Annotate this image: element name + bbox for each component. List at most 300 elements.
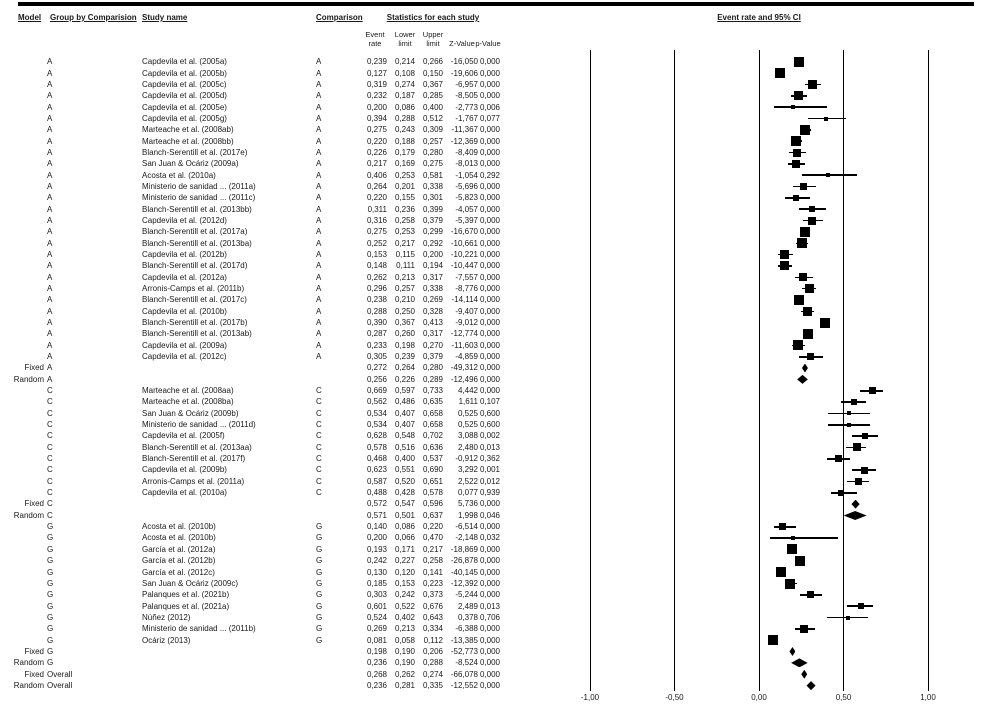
comparison-cell: A	[316, 79, 322, 89]
lower-limit-cell: 0,274	[394, 79, 415, 89]
comparison-cell: G	[316, 624, 323, 634]
group-cell: G	[47, 646, 54, 656]
comparison-cell: C	[316, 386, 322, 396]
event-rate-cell: 0,390	[366, 318, 387, 328]
study-name-cell: Capdevila et al. (2012d)	[142, 215, 227, 225]
lower-limit-cell: 0,516	[394, 442, 415, 452]
comparison-cell: G	[316, 567, 323, 577]
comparison-cell: G	[316, 522, 323, 532]
event-rate-cell: 0,081	[366, 635, 387, 645]
event-rate-cell: 0,303	[366, 590, 387, 600]
p-value-cell: 0,000	[479, 556, 500, 566]
group-cell: C	[47, 488, 53, 498]
group-cell: A	[47, 68, 53, 78]
model-cell	[0, 408, 44, 419]
upper-limit-cell: 0,280	[422, 147, 443, 157]
z-value-cell: -2,148	[455, 533, 478, 543]
group-cell: C	[47, 397, 53, 407]
study-name-cell: Blanch-Serentill et al. (2013aa)	[142, 442, 252, 452]
p-value-cell: 0,000	[479, 340, 500, 350]
comparison-cell: C	[316, 397, 322, 407]
comparison-cell	[316, 374, 346, 385]
group-cell: G	[47, 590, 54, 600]
table-row	[0, 396, 982, 407]
table-row	[0, 612, 982, 623]
lower-limit-cell: 0,190	[394, 646, 415, 656]
z-value-cell: 3,088	[457, 431, 478, 441]
z-value-cell: -9,407	[455, 306, 478, 316]
group-cell: G	[47, 544, 54, 554]
event-rate-cell: 0,288	[366, 306, 387, 316]
comparison-cell: A	[316, 91, 322, 101]
table-row	[0, 192, 982, 203]
table-row	[0, 487, 982, 498]
study-name-cell: Capdevila et al. (2005g)	[142, 113, 227, 123]
event-rate-cell: 0,571	[366, 510, 387, 520]
model-cell	[0, 260, 44, 271]
table-row	[0, 113, 982, 124]
z-value-cell: -7,557	[455, 272, 478, 282]
lower-limit-cell: 0,210	[394, 295, 415, 305]
event-rate-cell: 0,316	[366, 215, 387, 225]
lower-limit-cell: 0,258	[394, 215, 415, 225]
lower-limit-cell: 0,066	[394, 533, 415, 543]
study-name-cell: Ministerio de sanidad ... (2011a)	[142, 181, 256, 191]
column-header-lower-limit: Lower limit	[394, 30, 416, 48]
model-cell: Random	[13, 658, 44, 668]
upper-limit-cell: 0,338	[422, 284, 443, 293]
lower-limit-cell: 0,239	[394, 352, 415, 362]
p-value-cell: 0,032	[479, 533, 500, 543]
z-value-cell: -16,050	[450, 57, 478, 67]
lower-limit-cell: 0,108	[394, 68, 415, 78]
model-cell	[0, 238, 44, 249]
upper-limit-cell: 0,413	[422, 318, 443, 328]
p-value-cell: 0,006	[479, 102, 500, 112]
model-cell	[0, 158, 44, 169]
event-rate-cell: 0,305	[366, 352, 387, 362]
model-cell	[0, 192, 44, 203]
group-cell: C	[47, 431, 53, 441]
table-row	[0, 567, 982, 578]
comparison-cell: A	[316, 352, 322, 362]
comparison-cell: G	[316, 590, 323, 600]
z-value-cell: 1,998	[457, 510, 478, 520]
p-value-cell: 0,000	[479, 544, 500, 554]
table-row	[0, 328, 982, 339]
table-row	[0, 102, 982, 113]
upper-limit-cell: 0,141	[422, 567, 443, 577]
z-value-cell: -5,244	[455, 590, 478, 600]
study-name-cell: Capdevila et al. (2010a)	[142, 488, 227, 498]
table-row	[0, 464, 982, 475]
p-value-cell: 0,000	[479, 249, 500, 259]
study-name-cell: Marteache et al. (2008bb)	[142, 136, 234, 146]
p-value-cell: 0,000	[479, 147, 500, 157]
group-cell: A	[47, 295, 53, 305]
event-rate-cell: 0,127	[366, 68, 387, 78]
comparison-cell	[316, 646, 346, 657]
upper-limit-cell: 0,299	[422, 227, 443, 237]
study-name-cell: Capdevila et al. (2009b)	[142, 465, 227, 475]
lower-limit-cell: 0,171	[394, 544, 415, 554]
p-value-cell: 0,000	[479, 68, 500, 78]
comparison-cell: A	[316, 340, 322, 350]
model-cell	[0, 124, 44, 135]
p-value-cell: 0,000	[479, 363, 500, 373]
model-cell	[0, 487, 44, 498]
lower-limit-cell: 0,262	[394, 669, 415, 679]
p-value-cell: 0,000	[479, 181, 500, 191]
event-rate-cell: 0,572	[366, 499, 387, 509]
study-name-cell: Capdevila et al. (2005b)	[142, 68, 227, 78]
model-cell	[0, 567, 44, 578]
model-cell	[0, 453, 44, 464]
table-row	[0, 226, 982, 237]
p-value-cell: 0,002	[479, 431, 500, 441]
event-rate-cell: 0,239	[366, 57, 387, 67]
upper-limit-cell: 0,635	[422, 397, 443, 407]
p-value-cell: 0,000	[479, 306, 500, 316]
z-value-cell: -49,312	[450, 363, 478, 373]
group-cell: A	[47, 284, 53, 293]
z-value-cell: -1,054	[455, 170, 478, 180]
z-value-cell: 0,077	[457, 488, 478, 498]
event-rate-cell: 0,406	[366, 170, 387, 180]
z-value-cell: -12,552	[450, 680, 478, 690]
study-name-cell: Blanch-Serentill et al. (2013bb)	[142, 204, 252, 214]
table-row	[0, 635, 982, 646]
group-cell: A	[47, 261, 53, 271]
model-cell	[0, 419, 44, 430]
model-cell	[0, 340, 44, 351]
lower-limit-cell: 0,520	[394, 476, 415, 486]
upper-limit-cell: 0,223	[422, 578, 443, 588]
event-rate-cell: 0,236	[366, 658, 387, 668]
model-cell: Random	[13, 510, 44, 520]
study-name-cell: Ocáriz (2013)	[142, 635, 191, 645]
study-name-cell: Ministerio de sanidad ... (2011c)	[142, 193, 256, 203]
upper-limit-cell: 0,194	[422, 261, 443, 271]
z-value-cell: 5,736	[457, 499, 478, 509]
group-cell: A	[47, 352, 53, 362]
event-rate-cell: 0,319	[366, 79, 387, 89]
model-cell	[0, 249, 44, 260]
p-value-cell: 0,000	[479, 374, 500, 384]
study-name-cell: Capdevila et al. (2005a)	[142, 57, 227, 67]
model-cell	[0, 170, 44, 181]
table-row	[0, 56, 982, 67]
upper-limit-cell: 0,637	[422, 510, 443, 520]
comparison-cell: A	[316, 204, 322, 214]
event-rate-cell: 0,148	[366, 261, 387, 271]
lower-limit-cell: 0,058	[394, 635, 415, 645]
upper-limit-cell: 0,578	[422, 488, 443, 498]
model-cell	[0, 578, 44, 589]
model-cell	[0, 102, 44, 113]
group-cell: C	[47, 408, 53, 418]
p-value-cell: 0,000	[479, 159, 500, 169]
lower-limit-cell: 0,227	[394, 556, 415, 566]
table-row	[0, 362, 982, 373]
lower-limit-cell: 0,551	[394, 465, 415, 475]
z-value-cell: -19,606	[450, 68, 478, 78]
model-cell	[0, 612, 44, 623]
upper-limit-cell: 0,200	[422, 249, 443, 259]
comparison-cell: A	[316, 147, 322, 157]
z-value-cell: -11,367	[451, 125, 478, 135]
p-value-cell: 0,000	[479, 272, 500, 282]
lower-limit-cell: 0,242	[394, 590, 415, 600]
z-value-cell: -12,369	[450, 136, 478, 146]
p-value-cell: 0,000	[479, 669, 500, 679]
p-value-cell: 0,000	[479, 79, 500, 89]
study-name-cell: Blanch-Serentill et al. (2017d)	[142, 261, 248, 271]
comparison-cell	[316, 669, 346, 680]
group-cell: G	[47, 522, 54, 532]
study-name-cell: Capdevila et al. (2009a)	[142, 340, 227, 350]
event-rate-cell: 0,200	[366, 102, 387, 112]
group-cell: A	[47, 374, 53, 384]
group-cell: G	[47, 601, 54, 611]
group-cell: G	[47, 578, 54, 588]
z-value-cell: 3,292	[457, 465, 478, 475]
study-name-cell: San Juan & Ocáriz (2009c)	[142, 578, 239, 588]
comparison-cell: A	[316, 215, 322, 225]
comparison-cell: G	[316, 578, 323, 588]
model-cell: Random	[13, 374, 44, 384]
event-rate-cell: 0,287	[366, 329, 387, 339]
group-cell: G	[47, 635, 54, 645]
lower-limit-cell: 0,367	[394, 318, 415, 328]
comparison-cell: A	[316, 159, 322, 169]
upper-limit-cell: 0,470	[422, 533, 443, 543]
z-value-cell: -12,392	[450, 578, 478, 588]
group-cell: A	[47, 159, 53, 169]
model-cell	[0, 464, 44, 475]
upper-limit-cell: 0,400	[422, 102, 443, 112]
z-value-cell: -16,670	[450, 227, 478, 237]
table-row	[0, 453, 982, 464]
event-rate-cell: 0,623	[366, 465, 387, 475]
p-value-cell: 0,107	[479, 397, 500, 407]
lower-limit-cell: 0,236	[394, 204, 415, 214]
event-rate-cell: 0,578	[366, 442, 387, 452]
p-value-cell: 0,013	[479, 601, 500, 611]
event-rate-cell: 0,220	[366, 136, 387, 146]
z-value-cell: -5,696	[455, 181, 478, 191]
comparison-cell: A	[316, 249, 322, 259]
lower-limit-cell: 0,226	[394, 374, 415, 384]
event-rate-cell: 0,226	[366, 147, 387, 157]
p-value-cell: 0,000	[479, 261, 500, 271]
p-value-cell: 0,000	[479, 635, 500, 645]
z-value-cell: -12,774	[450, 329, 478, 339]
table-row	[0, 272, 982, 283]
study-name-cell	[142, 510, 314, 521]
upper-limit-cell: 0,399	[422, 204, 443, 214]
column-header-group: Group by Comparision	[50, 13, 137, 22]
model-cell	[0, 589, 44, 600]
upper-limit-cell: 0,217	[422, 544, 443, 554]
table-row	[0, 147, 982, 158]
lower-limit-cell: 0,288	[394, 113, 415, 123]
model-cell	[0, 226, 44, 237]
event-rate-cell: 0,275	[366, 227, 387, 237]
event-rate-cell: 0,669	[366, 386, 387, 396]
table-row	[0, 669, 982, 680]
table-row	[0, 294, 982, 305]
comparison-cell: C	[316, 431, 322, 441]
table-row	[0, 283, 982, 294]
lower-limit-cell: 0,198	[394, 340, 415, 350]
z-value-cell: -26,878	[450, 556, 478, 566]
event-rate-cell: 0,185	[366, 578, 387, 588]
lower-limit-cell: 0,187	[394, 91, 415, 101]
lower-limit-cell: 0,111	[396, 261, 415, 271]
study-name-cell: García et al. (2012a)	[142, 544, 216, 554]
column-header-z-value: Z-Value	[449, 38, 475, 48]
model-cell	[0, 283, 44, 294]
lower-limit-cell: 0,548	[394, 431, 415, 441]
p-value-cell: 0,046	[479, 510, 500, 520]
group-cell: A	[47, 249, 53, 259]
lower-limit-cell: 0,547	[394, 499, 415, 509]
study-name-cell: Blanch-Serentill et al. (2013ba)	[142, 238, 252, 248]
comparison-cell: G	[316, 635, 323, 645]
lower-limit-cell: 0,188	[394, 136, 415, 146]
lower-limit-cell: 0,257	[394, 284, 415, 293]
model-cell	[0, 532, 44, 543]
p-value-cell: 0,939	[479, 488, 500, 498]
study-name-cell: Capdevila et al. (2010b)	[142, 306, 227, 316]
p-value-cell: 0,000	[479, 295, 500, 305]
lower-limit-cell: 0,253	[394, 227, 415, 237]
z-value-cell: 0,525	[457, 408, 478, 418]
p-value-cell: 0,600	[479, 408, 500, 418]
table-row	[0, 476, 982, 487]
column-header-p-value: p-Value	[475, 38, 501, 48]
event-rate-cell: 0,140	[366, 522, 387, 532]
upper-limit-cell: 0,537	[422, 454, 443, 464]
upper-limit-cell: 0,309	[422, 125, 443, 135]
lower-limit-cell: 0,253	[394, 170, 415, 180]
group-cell: A	[47, 125, 53, 135]
event-rate-cell: 0,130	[366, 567, 387, 577]
z-value-cell: -1,767	[455, 113, 478, 123]
study-name-cell	[142, 669, 314, 680]
z-value-cell: -4,859	[455, 352, 478, 362]
z-value-cell: -8,505	[455, 91, 478, 101]
study-name-cell: San Juan & Ocáriz (2009a)	[142, 159, 239, 169]
upper-limit-cell: 0,690	[422, 465, 443, 475]
study-name-cell: Palanques et al. (2021a)	[142, 601, 230, 611]
group-cell: A	[47, 340, 53, 350]
event-rate-cell: 0,242	[366, 556, 387, 566]
group-cell: A	[47, 272, 53, 282]
study-name-cell: Acosta et al. (2010a)	[142, 170, 216, 180]
p-value-cell: 0,000	[479, 499, 500, 509]
z-value-cell: 0,378	[457, 612, 478, 622]
column-header-upper-limit: Upper limit	[422, 30, 444, 48]
z-value-cell: 2,489	[457, 601, 478, 611]
table-row	[0, 340, 982, 351]
group-cell: C	[47, 454, 53, 464]
upper-limit-cell: 0,280	[422, 363, 443, 373]
z-value-cell: 4,442	[457, 386, 478, 396]
event-rate-cell: 0,252	[366, 238, 387, 248]
p-value-cell: 0,706	[479, 612, 500, 622]
study-name-cell	[142, 498, 314, 509]
z-value-cell: 2,480	[457, 442, 478, 452]
model-cell	[0, 113, 44, 124]
upper-limit-cell: 0,285	[422, 91, 443, 101]
event-rate-cell: 0,468	[366, 454, 387, 464]
table-row	[0, 79, 982, 90]
event-rate-cell: 0,262	[366, 272, 387, 282]
comparison-cell: C	[316, 476, 322, 486]
group-cell: G	[47, 556, 54, 566]
lower-limit-cell: 0,428	[394, 488, 415, 498]
study-name-cell	[142, 374, 314, 385]
p-value-cell: 0,013	[479, 442, 500, 452]
upper-limit-cell: 0,317	[422, 329, 443, 339]
upper-limit-cell: 0,328	[422, 306, 443, 316]
table-row	[0, 532, 982, 543]
model-cell	[0, 181, 44, 192]
table-row	[0, 317, 982, 328]
lower-limit-cell: 0,501	[394, 510, 415, 520]
comparison-cell	[316, 680, 346, 691]
group-cell: C	[47, 465, 53, 475]
table-row	[0, 351, 982, 362]
z-value-cell: 1,611	[458, 397, 478, 407]
model-cell	[0, 601, 44, 612]
event-rate-cell: 0,233	[366, 340, 387, 350]
upper-limit-cell: 0,288	[422, 658, 443, 668]
table-row	[0, 158, 982, 169]
upper-limit-cell: 0,220	[422, 522, 443, 532]
lower-limit-cell: 0,153	[394, 578, 415, 588]
z-value-cell: 0,525	[457, 420, 478, 430]
event-rate-cell: 0,220	[366, 193, 387, 203]
group-cell: A	[47, 204, 53, 214]
study-name-cell: García et al. (2012c)	[142, 567, 215, 577]
comparison-cell: A	[316, 125, 322, 135]
plot-title: Event rate and 95% CI	[717, 13, 801, 22]
study-name-cell: Blanch-Serentill et al. (2013ab)	[142, 329, 252, 339]
group-cell: G	[47, 624, 54, 634]
lower-limit-cell: 0,190	[394, 658, 415, 668]
upper-limit-cell: 0,676	[422, 601, 443, 611]
comparison-cell	[316, 657, 346, 668]
lower-limit-cell: 0,217	[394, 238, 415, 248]
p-value-cell: 0,077	[479, 113, 500, 123]
study-name-cell: García et al. (2012b)	[142, 556, 216, 566]
table-row	[0, 124, 982, 135]
table-row	[0, 170, 982, 181]
lower-limit-cell: 0,213	[394, 272, 415, 282]
lower-limit-cell: 0,086	[394, 102, 415, 112]
comparison-cell: C	[316, 465, 322, 475]
z-value-cell: -6,957	[455, 79, 478, 89]
p-value-cell: 0,000	[479, 386, 500, 396]
upper-limit-cell: 0,651	[422, 476, 443, 486]
study-name-cell	[142, 657, 314, 668]
comparison-cell: A	[316, 261, 322, 271]
p-value-cell: 0,000	[479, 91, 500, 101]
p-value-cell: 0,001	[479, 465, 500, 475]
